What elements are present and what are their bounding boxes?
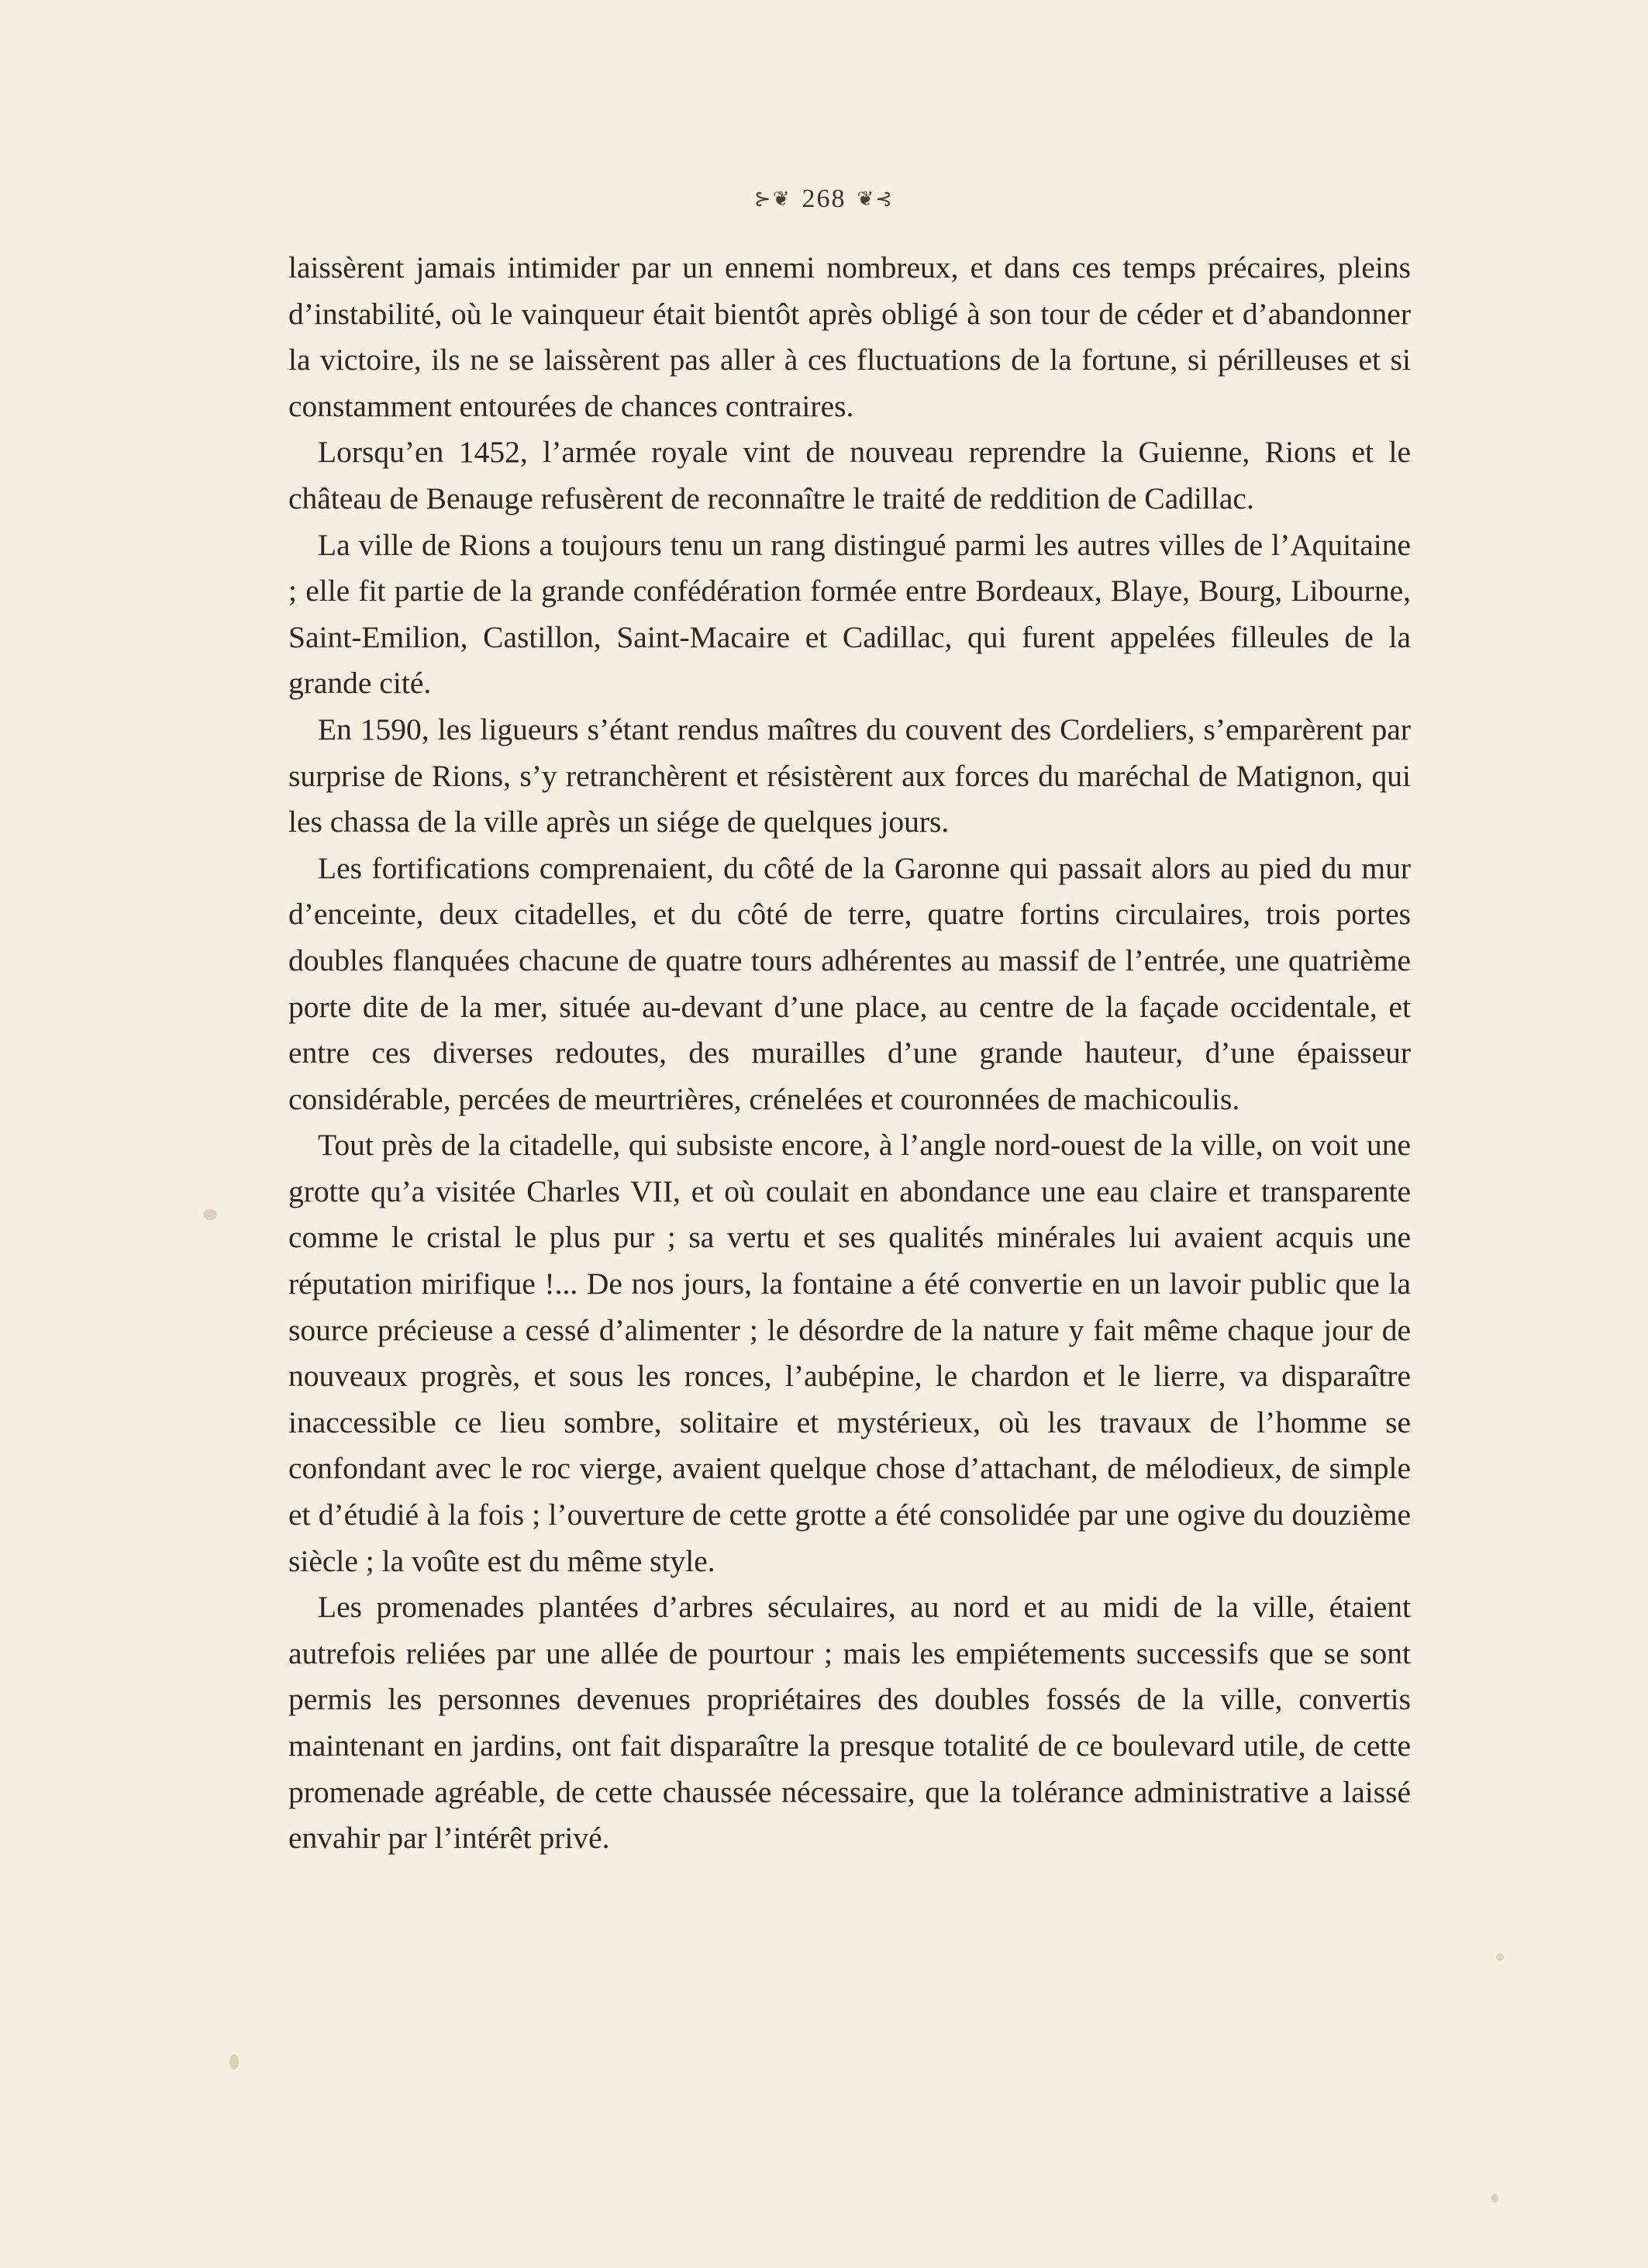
page-number: 268 bbox=[802, 184, 846, 213]
paragraph: La ville de Rions a toujours tenu un rang distingué parmi les autres villes de l’Aquitaine ; elle fit partie de la grande confédération formée entre Bordeaux, Blaye, Bourg, Libourne, Saint-Emilion, Castillon, Saint-Macaire et Cadillac, qui furent appelées filleules de la grande cité. bbox=[288, 527, 1411, 701]
left-ornament-icon: ⊱❦ bbox=[753, 188, 791, 210]
page-header bbox=[0, 184, 1648, 214]
paragraph: laissèrent jamais intimider par un ennemi nombreux, et dans ces temps précaires, pleins d’instabilité, où le vainqueur était bientôt après obligé à son tour de céder et d’abandonner la victoire, ils ne se laissèrent pas aller à ces fluctuations de la fortune, si périlleuses et si constamment entourées de chances contraires. bbox=[288, 250, 1411, 423]
paragraph: Tout près de la citadelle, qui subsiste encore, à l’angle nord-ouest de la ville, on voit une grotte qu’a visitée Charles VII, et où coulait en abondance une eau claire et transparente comme le cristal le plus pur ; sa vertu et ses qualités minérales lui avaient acquis une réputation mirifique !... De nos jours, la fontaine a été convertie en un lavoir public que la source précieuse a cessé d’alimenter ; le désordre de la nature y fait même chaque jour de nouveaux progrès, et sous les ronces, l’aubépine, le chardon et le lierre, va disparaître inaccessible ce lieu sombre, solitaire et mystérieux, où les travaux de l’homme se confondant avec le roc vierge, avaient quelque chose d’attachant, de mélodieux, de simple et d’étudié à la fois ; l’ouverture de cette grotte a été consolidée par une ogive du douzième siècle ; la voûte est du même style. bbox=[288, 1128, 1411, 1578]
paragraph: Les fortifications comprenaient, du côté de la Garonne qui passait alors au pied du mur d’enceinte, deux citadelles, et du côté de terre, quatre fortins circulaires, trois portes doubles flanquées chacune de quatre tours adhérentes au massif de l’entrée, une quatrième porte dite de la mer, située au-devant d’une place, au centre de la façade occidentale, et entre ces diverses redoutes, des murailles d’une grande hauteur, d’une épaisseur considérable, percées de meurtrières, crénelées et couronnées de machicoulis. bbox=[288, 850, 1411, 1116]
right-ornament-icon: ❦⊰ bbox=[857, 188, 895, 210]
paragraph: En 1590, les ligueurs s’étant rendus maîtres du couvent des Cordeliers, s’emparèrent par surprise de Rions, s’y retranchèrent et résistèrent aux forces du maréchal de Matignon, qui les chassa de la ville après un siége de quelques jours. bbox=[288, 712, 1411, 839]
paragraph: Lorsqu’en 1452, l’armée royale vint de nouveau reprendre la Guienne, Rions et le château de Benauge refusèrent de reconnaître le traité de reddition de Cadillac. bbox=[288, 435, 1411, 515]
paper-speck bbox=[203, 1209, 217, 1220]
body-text bbox=[288, 245, 1411, 1862]
paper-speck bbox=[1496, 1953, 1504, 1961]
paragraph: Les promenades plantées d’arbres séculaires, au nord et au midi de la ville, étaient autrefois reliées par une allée de pourtour ; mais les empiétements successifs que se sont permis les personnes devenues propriétaires des doubles fossés de la ville, convertis maintenant en jardins, ont fait disparaître la presque totalité de ce boulevard utile, de cette promenade agréable, de cette chaussée nécessaire, que la tolérance administrative a laissé envahir par l’intérêt privé. bbox=[288, 1590, 1411, 1856]
paper-speck bbox=[229, 2054, 239, 2070]
paper-speck bbox=[1491, 2194, 1498, 2203]
